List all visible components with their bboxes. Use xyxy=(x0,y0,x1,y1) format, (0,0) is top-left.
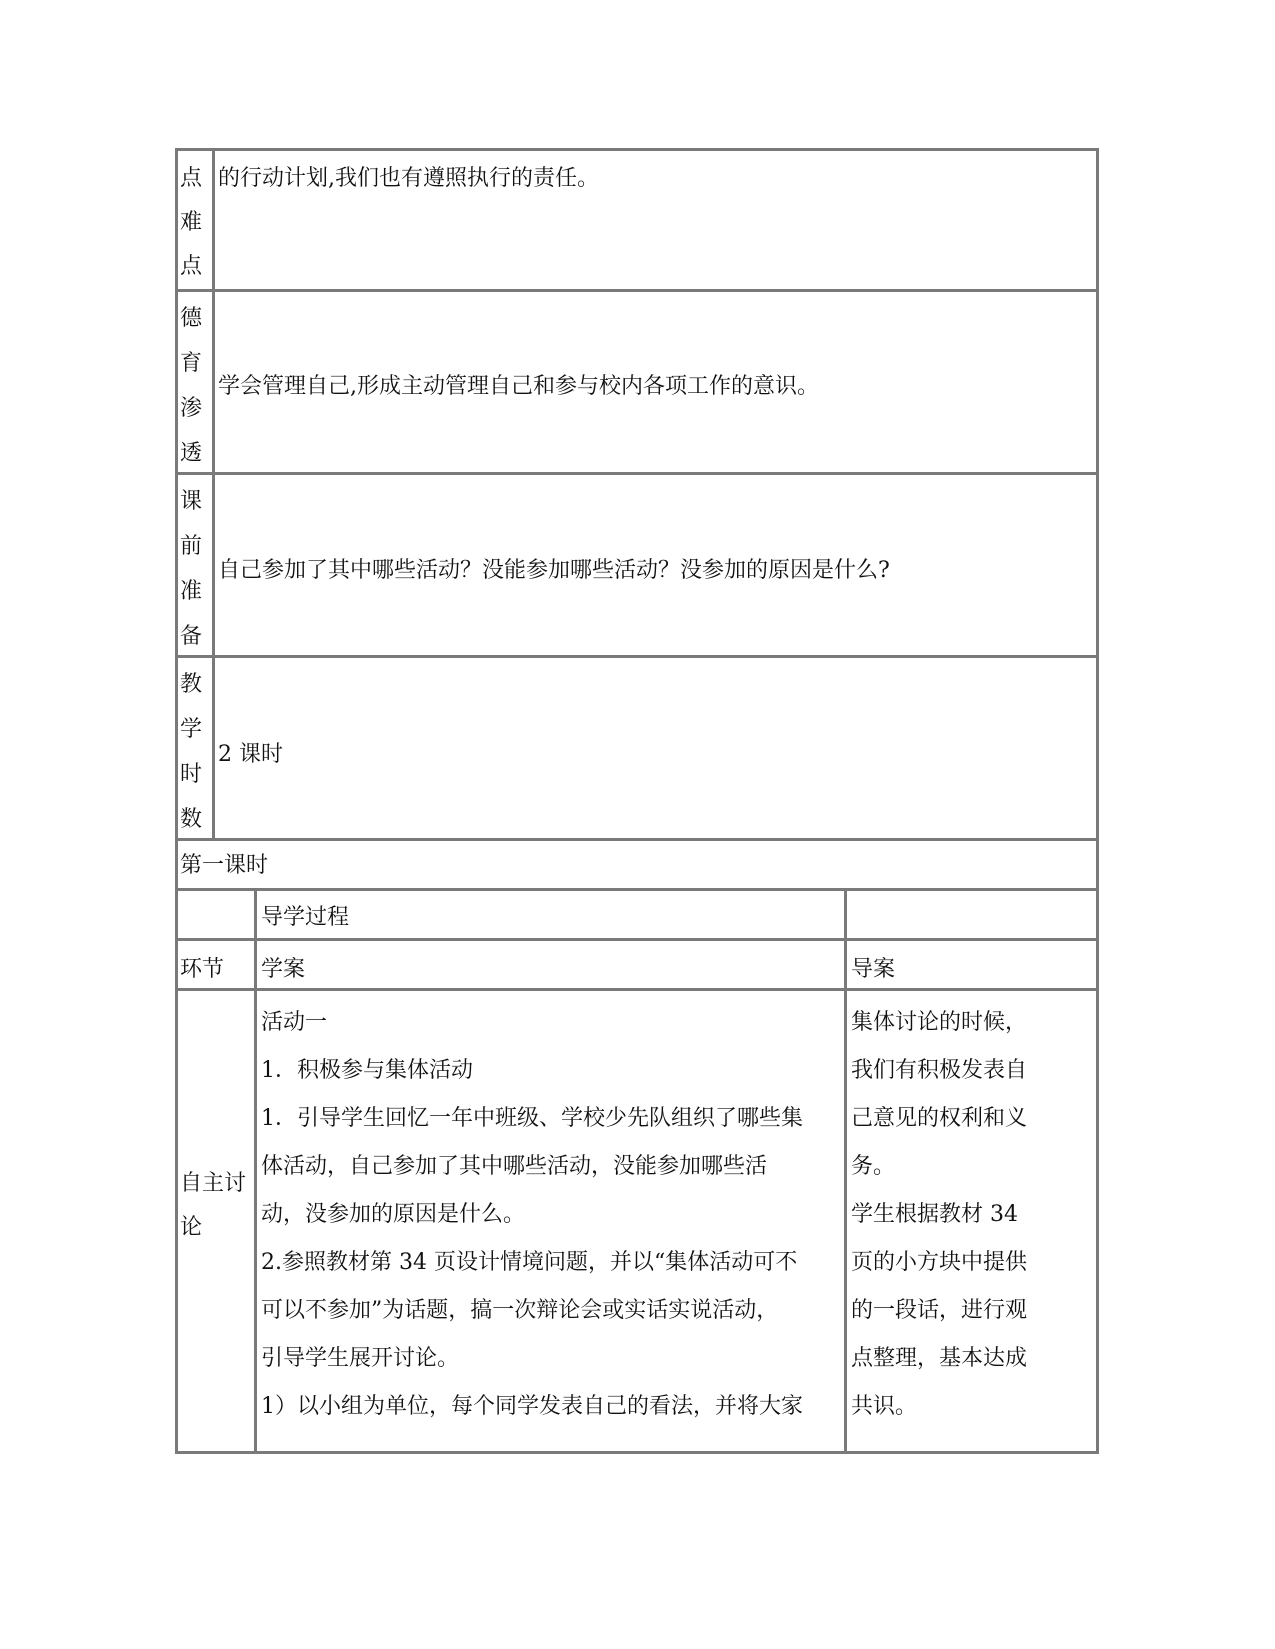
row-difficult-points xyxy=(178,151,1096,292)
teacher-plan-line: 集体讨论的时候， xyxy=(851,1010,1028,1035)
student-plan-line: 1）以小组为单位，每个同学发表自己的看法，并将大家 xyxy=(261,1394,803,1419)
difficult-points-text: 的行动计划,我们也有遵照执行的责任。 xyxy=(218,166,599,191)
preparation-text: 自己参加了其中哪些活动？没能参加哪些活动？没参加的原因是什么? xyxy=(218,558,890,583)
row-column-headers xyxy=(178,941,1096,991)
column-divider xyxy=(254,991,257,1451)
label-char: 学 xyxy=(180,717,203,742)
row-activity-body xyxy=(178,991,1096,1451)
student-plan-line: 可以不参加”为话题，搞一次辩论会或实话实说活动， xyxy=(261,1298,779,1323)
teacher-plan-line: 页的小方块中提供 xyxy=(851,1250,1028,1275)
student-plan-line: 动，没参加的原因是什么。 xyxy=(261,1202,526,1227)
row-label-moral-education xyxy=(178,292,215,472)
process-header: 导学过程 xyxy=(261,905,350,930)
column-divider xyxy=(254,941,257,988)
row-hours xyxy=(178,658,1096,841)
column-divider xyxy=(844,891,847,938)
stage-name-line-1: 自主讨 xyxy=(180,1171,247,1196)
teacher-plan-line: 我们有积极发表自 xyxy=(851,1058,1028,1083)
moral-education-text: 学会管理自己,形成主动管理自己和参与校内各项工作的意识。 xyxy=(218,374,819,399)
column-header-student-plan: 学案 xyxy=(261,957,306,982)
hours-text: 2 课时 xyxy=(218,742,283,767)
row-label-difficult-points xyxy=(178,151,215,289)
label-char: 备 xyxy=(180,624,203,649)
lesson-title: 第一课时 xyxy=(180,853,269,878)
row-process-header xyxy=(178,891,1096,941)
teacher-plan-line: 共识。 xyxy=(851,1394,918,1419)
student-plan-line: 2.参照教材第 34 页设计情境问题，并以“集体活动可不 xyxy=(261,1250,798,1275)
row-label-preparation xyxy=(178,475,215,655)
label-char: 准 xyxy=(180,579,203,604)
teacher-plan-line: 己意见的权利和义 xyxy=(851,1106,1028,1131)
column-header-teacher-plan: 导案 xyxy=(851,957,896,982)
student-plan-line: 引导学生展开讨论。 xyxy=(261,1346,460,1371)
label-char: 育 xyxy=(180,351,203,376)
label-char: 课 xyxy=(180,489,203,514)
teacher-plan-line: 学生根据教材 34 xyxy=(851,1202,1018,1227)
stage-name-line-2: 论 xyxy=(180,1215,203,1240)
column-divider xyxy=(844,941,847,988)
teacher-plan-content xyxy=(851,999,1027,1431)
row-content-preparation xyxy=(215,475,1096,655)
row-preparation xyxy=(178,475,1096,658)
label-char: 教 xyxy=(180,672,203,697)
row-content-hours xyxy=(215,658,1096,838)
teacher-plan-line: 务。 xyxy=(851,1154,896,1179)
label-char: 渗 xyxy=(180,396,203,421)
label-char: 数 xyxy=(180,807,203,832)
label-char: 前 xyxy=(180,534,203,559)
label-char: 点 xyxy=(180,166,203,191)
column-header-stage: 环节 xyxy=(180,957,225,982)
student-plan-line: 1．引导学生回忆一年中班级、学校少先队组织了哪些集 xyxy=(261,1106,803,1131)
label-char: 德 xyxy=(180,306,203,331)
student-plan-line: 体活动，自己参加了其中哪些活动，没能参加哪些活 xyxy=(261,1154,768,1179)
teacher-plan-line: 的一段话，进行观 xyxy=(851,1298,1028,1323)
label-char: 难 xyxy=(180,210,203,235)
row-label-hours xyxy=(178,658,215,838)
label-char: 点 xyxy=(180,254,203,279)
lesson-plan-table xyxy=(175,148,1099,1454)
row-content-moral-education xyxy=(215,292,1096,472)
column-divider xyxy=(844,991,847,1451)
student-plan-line: 活动一 xyxy=(261,1010,328,1035)
student-plan-line: 1．积极参与集体活动 xyxy=(261,1058,473,1083)
column-divider xyxy=(254,891,257,938)
row-lesson-title xyxy=(178,841,1096,891)
row-moral-education xyxy=(178,292,1096,475)
teacher-plan-line: 点整理，基本达成 xyxy=(851,1346,1028,1371)
label-char: 时 xyxy=(180,762,203,787)
row-content-difficult-points xyxy=(215,151,1096,289)
label-char: 透 xyxy=(180,441,203,466)
student-plan-content xyxy=(261,999,803,1431)
